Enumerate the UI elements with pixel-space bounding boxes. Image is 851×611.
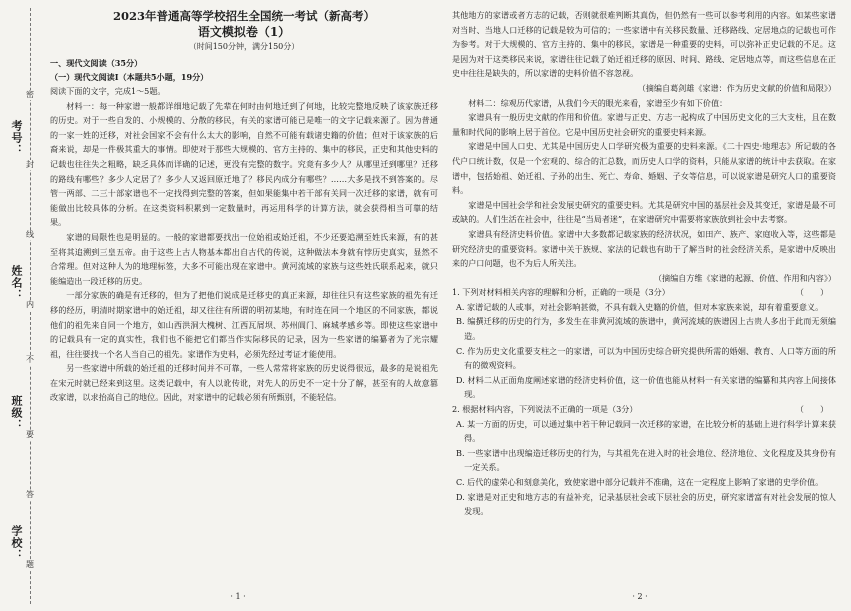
page-number: · 2 ·	[632, 592, 648, 601]
binding-margin	[0, 0, 40, 611]
material-1-paragraph: 家谱的局限性也是明显的。一般的家谱都要找出一位始祖或始迁祖，不少还要追溯至姓氏来源，有的甚至将其追溯到三皇五帝。由于这些上古人物基本都出自古代的传说，这种做法本身就有悖历史真实，显然不合常理。但对这种人为的地理标签，大多不可能出现在家谱中。黄河流域的家族与这些姓氏联系起来，就只能编造出一段迁移的历史。	[50, 231, 438, 286]
material-1-paragraph: 一部分家族的确是有迁移的，但为了把他们说成是迁移史的真正来源，却往往只有这些家族的祖先有迁移的经历，明清时期家谱中的始迁祖，却又往往有所谓的明初某地，有时连在同一个地区的不同家族，都说他们的祖先来自同一个地方，如山西洪洞大槐树、江西瓦屑坝、苏州阊门、麻城孝感乡等。即使这些家谱中的记载具有一定的真实性，我们也不能把它们都当作实际移民的记录，因为一些家谱的编纂者为了光宗耀祖，往往要找一个名人当自己的祖先。家谱作为史料，必须先经过考证才能使用。	[50, 290, 438, 359]
material-2-paragraph: 家谱具有经济史料价值。家谱中大多数都记载家族的经济状况，如田产、族产、家庭收入等，这些都是研究经济史的重要资料。家谱中关于族规、家法的记载也有助于了解当时的社会经济关系，是家谱中反映出来的户口问题，也不为后人所关注。	[452, 228, 836, 269]
page-1	[50, 8, 438, 405]
material-1-paragraph: 材料一：每一种家谱一般都详细地记载了先辈在何时由何地迁到了何地，比较完整地反映了该家族迁移的历史。对于一些自发的、小规模的、分散的移民，有关的家谱可能已是唯一的文字记载来源了。因为普通的一家一姓的迁移，对社会国家不会有什么太大的影响，自然不可能有载诸史籍的价值；但对于该家族的后裔来说，却是一件极其重大的事情。即使对于那些大规模的、官方主持的、集中的移民，正史和其他史料的记载也往往失之粗略，缺乏具体而详确的记述，更没有完整的数字。究竟有多少人？从哪里迁到哪里？迁移的路线有哪些？多少人定居了？多少人又返回原迁地了？移民内成分有哪些？……大多是找不到答案的。尽管一两部、二三十部家谱也不一定找得到完整的答案，但如果能集中若干部有关同一次迁移的家谱，就有可能做出比较具体的分析。在这类资料积累到一定数量时，再运用科学的计算方法，就会获得相当可靠的结果。	[50, 100, 438, 228]
seal-char: 密	[26, 90, 34, 99]
school-label: 学校：	[10, 525, 23, 561]
section-heading: 一、现代文阅读（35分）	[50, 58, 143, 68]
option-a: A. 某一方面的历史，可以通过集中若干种记载同一次迁移的家谱，在比较分析的基础上进行科学计算来获得。	[456, 418, 836, 444]
option-a: A. 家谱记载的人或事，对社会影响甚微，不具有载入史籍的价值，但对本家族来说，却有着重要意义。	[456, 301, 824, 312]
seal-char: 内	[26, 300, 34, 309]
option-b: B. 编撰迁移的历史的行为，多发生在非黄河流域的族谱中，黄河流域的族谱因上古贵人多出于此而无须编造。	[456, 316, 836, 342]
seal-char: 题	[26, 560, 34, 569]
exam-subtitle: 语文模拟卷（1）	[197, 25, 291, 39]
source-citation: （摘编自方维《家谱的起源、价值、作用和内容》）	[653, 272, 836, 283]
option-c: C. 作为历史文化重要支柱之一的家谱，可以为中国历史综合研究提供所需的婚姻、教育、人口等方面的所有的微观资料。	[456, 345, 836, 371]
seal-char: 线	[26, 230, 34, 239]
option-d: D. 家谱是对正史和地方志的有益补充，记录基层社会或下层社会的历史，研究家谱富有对社会发展的惊人发现。	[456, 491, 836, 517]
material-2-paragraph: 家谱具有一般历史文献的作用和价值。家谱与正史、方志一起构成了中国历史文化的三大支柱，且在数量和时代间的影响上居于首位。它是中国历史社会研究的重要史料来源。	[452, 112, 836, 137]
material-1-paragraph: 另一些家谱中所载的始迁祖的迁移时间并不可靠，一些人常常将家族的历史说得很远，最多的是说祖先在宋元时就已经来到这里。这类记载中，有人以讹传讹，对先人的历史不一定十分了解，甚至有的人故意篡改家谱，以求抬高自己的地位。因此，对家谱中的记载必须有所甄别，不能轻信。	[50, 363, 438, 403]
source-citation: （摘编自葛剑雄《家谱：作为历史文献的价值和局限》）	[637, 82, 836, 93]
seal-char: 封	[26, 160, 34, 169]
answer-bracket: （ ）	[795, 287, 829, 298]
student-name-label: 姓名：	[10, 265, 23, 301]
seal-char: 要	[26, 430, 34, 439]
reading-instruction: 阅读下面的文字，完成1～5题。	[50, 86, 166, 96]
exam-number-label: 考号：	[10, 120, 23, 156]
material-1-continuation: 其他地方的家谱或者方志的记载，否则就很难判断其真伪，但仍然有一些可以参考利用的内容。如某些家谱对当时、当地人口迁移的记载是较为可信的；一些家谱中有关移民数量、迁移路线、定居地点的记载也可作为参考。对于大规模的、官方主持的、集中的移民，家谱是一种重要的史料，可以弥补正史记载的不足。这是因为对于这类移民来说，家谱往往记载了始迁祖迁移的原因、时间、路线、定居地点等，而这些信息在正史中往往是缺失的，所以家谱的史料价值不容忽视。	[452, 10, 836, 79]
option-c: C. 后代的虚荣心和刻意美化，致使家谱中部分记载并不准确，这在一定程度上影响了家谱的史学价值。	[456, 477, 824, 487]
material-2-paragraph: 材料二：综观历代家谱，从我们今天的眼光来看，家谱至少有如下价值：	[468, 97, 728, 108]
question-2-stem: 2. 根据材料内容，下列说法不正确的一项是（3分）	[452, 404, 638, 415]
option-d: D. 材料二从正面角度阐述家谱的经济史料价值，这一价值也能从材料一有关家谱的编纂和其内容上间接体现。	[456, 374, 836, 400]
seal-char: 答	[26, 490, 34, 499]
class-label: 班级：	[10, 395, 23, 431]
page-2	[452, 8, 836, 519]
page-number: · 1 ·	[230, 592, 246, 601]
question-1	[452, 285, 836, 300]
seal-char: 不	[26, 355, 34, 364]
material-2-paragraph: 家谱是中国人口史、尤其是中国历史人口学研究极为重要的史料来源。《二十四史·地理志》所记载的各代户口统计数，仅是一个宏观的、综合的汇总数，而历史人口学的资料，只能从家谱的统计中去获取。在家谱中，包括始祖、始迁祖、子孙的出生、死亡、寿命、婚姻、子女等信息，可以说家谱是研究人口的重要资料。	[452, 141, 836, 196]
option-b: B. 一些家谱中出现编造迁移历史的行为，与其祖先在进入时的社会地位、经济地位、文化程度及其身份有一定关系。	[456, 447, 836, 473]
question-2	[452, 402, 836, 417]
material-2-paragraph: 家谱是中国社会学和社会发展史研究的重要史料。尤其是研究中国的基层社会及其变迁，家谱是最不可或缺的。人们生活在社会中，往往是“当局者迷”，在家谱研究中需要将家族放到社会中去考察。	[452, 199, 836, 225]
subsection-heading: （一）现代文阅读Ⅰ（本题共5小题，19分）	[50, 72, 209, 82]
answer-bracket: （ ）	[795, 404, 829, 415]
exam-title: 2023年普通高等学校招生全国统一考试（新高考）	[112, 9, 375, 23]
question-1-stem: 1. 下列对材料相关内容的理解和分析，正确的一项是（3分）	[452, 287, 670, 298]
exam-time-note: （时间150分钟，满分150分）	[188, 42, 300, 51]
